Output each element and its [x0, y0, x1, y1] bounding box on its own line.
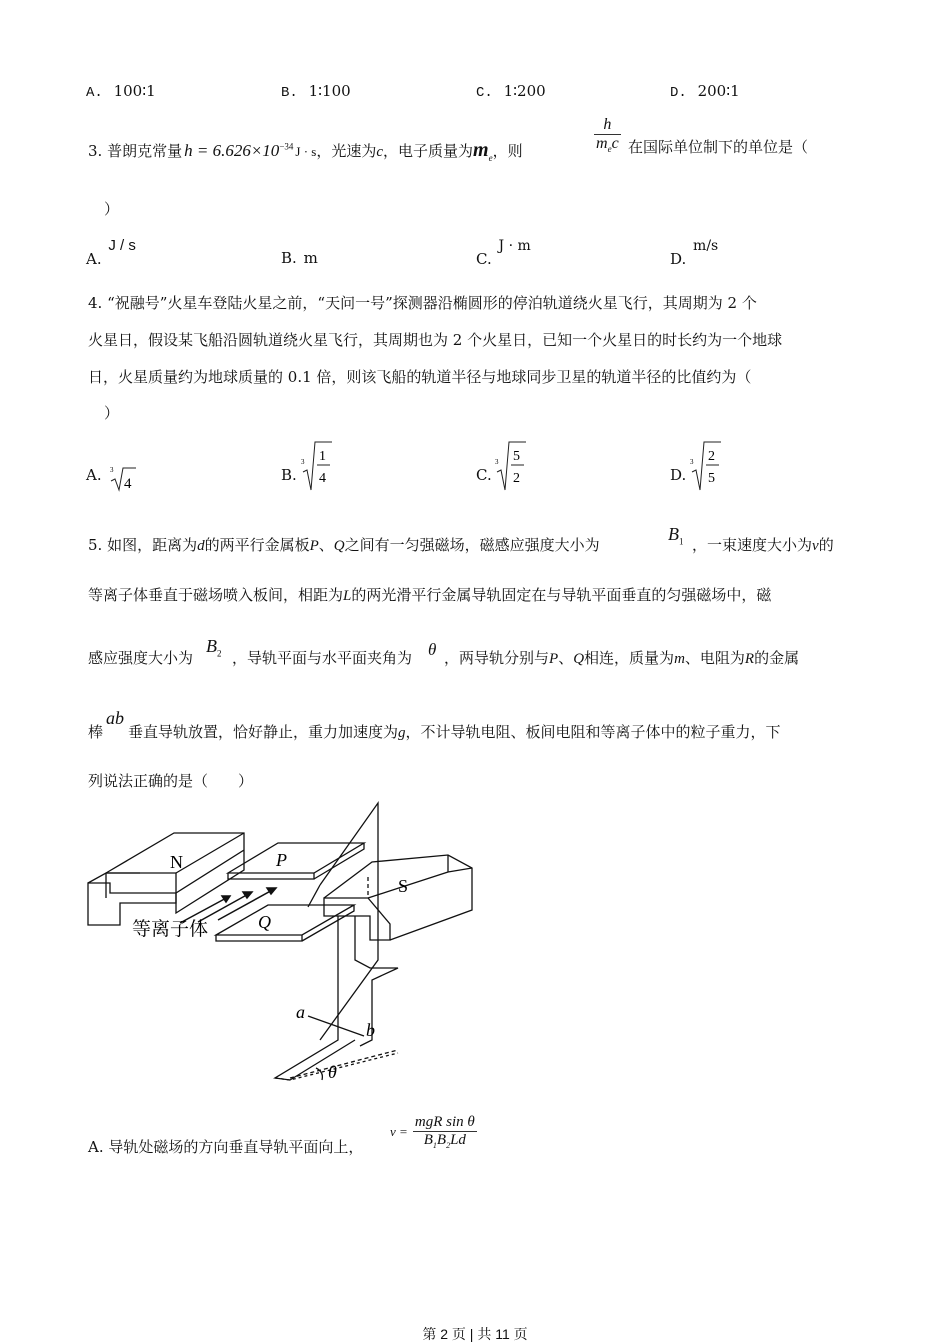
- option-text: 1∶100: [308, 82, 351, 100]
- b1-b: B: [668, 524, 679, 544]
- arrowhead: [222, 896, 230, 902]
- option-text: 200∶1: [697, 82, 740, 100]
- q3-text: ，光速为: [316, 142, 377, 160]
- q2-option-d: [670, 82, 740, 101]
- option-label: A.: [88, 1138, 104, 1156]
- q5-text: ，两导轨分别与: [444, 649, 550, 667]
- symbol-q: Q: [333, 538, 345, 554]
- symbol-p: P: [309, 538, 319, 554]
- q5-text: 、: [558, 649, 574, 667]
- q2-option-b: [281, 82, 351, 101]
- q4-option-b-radical: [300, 440, 336, 494]
- q5-text: 的金属: [754, 649, 800, 667]
- fraction-numerator: 2: [708, 449, 715, 464]
- q5-text: 感应强度大小为: [88, 649, 194, 667]
- page-footer: 第 2 页 | 共 11 页: [422, 1326, 528, 1342]
- q3-fraction: [594, 116, 621, 155]
- option-label: B.: [281, 249, 297, 267]
- q5-figure: [80, 800, 480, 1090]
- symbol-p: P: [549, 651, 559, 667]
- b2-b: B: [206, 636, 217, 656]
- fraction-numerator: h: [594, 116, 621, 135]
- q5-line-1: [88, 538, 600, 554]
- radical-sign: [303, 442, 332, 490]
- option-label: C.: [476, 466, 492, 484]
- p-plate: [228, 843, 364, 879]
- me-m: m: [473, 139, 489, 161]
- arrowhead: [267, 888, 276, 894]
- q5-line-1-end: [692, 538, 834, 554]
- planck-constant: [184, 141, 316, 160]
- den-b2: B: [436, 1131, 447, 1148]
- q2-option-a: [86, 82, 156, 101]
- s-magnet-foot: [324, 898, 390, 940]
- label-b: b: [366, 1020, 375, 1040]
- radicand: 4: [124, 476, 132, 492]
- den-c: c: [611, 134, 619, 152]
- option-label: D.: [670, 85, 687, 101]
- q5-text: 相连，质量为: [584, 649, 675, 667]
- q5-text: ，一束速度大小为: [692, 536, 813, 554]
- q4-option-a-radical: [108, 462, 138, 492]
- q4-line-2: 火星日，假设某飞船沿圆轨道绕火星飞行，其周期也为 2 个火星日，已知一个火星日的时长约为一个地球: [88, 331, 783, 349]
- option-text: J · m: [498, 238, 531, 254]
- q5-text: 之间有一匀强磁场，磁感应强度大小为: [344, 536, 600, 554]
- me-sub: e: [488, 153, 493, 163]
- label-plasma: 等离子体: [132, 919, 209, 940]
- radical-index: 3: [690, 458, 694, 466]
- q3-option-c: [476, 236, 531, 268]
- symbol-b2: [206, 636, 222, 659]
- formula-denominator: [413, 1132, 477, 1151]
- q4-option-d-radical: [689, 440, 725, 494]
- q5-text: ，不计导轨电阻、板间电阻和等离子体中的粒子重力，下: [405, 723, 781, 741]
- radical-sign: [692, 442, 721, 490]
- symbol-theta: θ: [428, 640, 437, 659]
- q5-text: 的: [818, 536, 834, 554]
- fraction-denominator: 4: [319, 471, 326, 486]
- option-label: C.: [476, 250, 492, 268]
- radical-index: 3: [495, 458, 499, 466]
- q5-text: ，导轨平面与水平面夹角为: [232, 649, 413, 667]
- label-a: a: [296, 1002, 305, 1022]
- q5-option-a-formula: [390, 1114, 477, 1150]
- q5-line-4: [128, 725, 781, 741]
- q4-line-3: 日，火星质量约为地球质量的 0.1 倍，则该飞船的轨道半径与地球同步卫星的轨道半径的比值约为（: [88, 368, 752, 386]
- q2-option-c: [476, 82, 546, 101]
- den-sub: e: [607, 143, 612, 154]
- label-n: N: [170, 852, 183, 872]
- n-magnet-edge: [88, 873, 140, 883]
- option-label: D.: [670, 466, 687, 484]
- formula-numerator: mgR sin θ: [414, 1114, 475, 1130]
- q4-option-a: [86, 466, 102, 484]
- q3-stem: [88, 140, 523, 163]
- q5-line-2: [88, 588, 771, 604]
- fraction-numerator: 5: [513, 449, 520, 464]
- fraction-numerator: 1: [319, 449, 326, 464]
- fraction-denominator: 5: [708, 471, 715, 486]
- q3-option-b: [281, 249, 318, 267]
- planck-unit: J · s: [295, 144, 317, 159]
- option-text: 100∶1: [113, 82, 156, 100]
- option-text: m/s: [693, 238, 719, 254]
- label-s: S: [398, 876, 409, 896]
- option-label: D.: [670, 250, 687, 268]
- option-label: B.: [281, 466, 297, 484]
- radical-index: 3: [301, 458, 305, 466]
- fraction-denominator: 2: [513, 471, 520, 486]
- planck-exponent: −34: [279, 141, 294, 152]
- option-label: B.: [281, 85, 298, 101]
- den-b2-sub: 2: [446, 1140, 451, 1150]
- q5-text: 、: [318, 536, 334, 554]
- radical-sign: [497, 442, 526, 490]
- q3-close-paren: ）: [104, 200, 120, 218]
- den-ld: Ld: [450, 1131, 466, 1148]
- symbol-q: Q: [573, 651, 585, 667]
- rail-plane-top: [320, 803, 378, 1040]
- q4-line-1: 4. “祝融号”火星车登陆火星之前，“天问一号”探测器沿椭圆形的停泊轨道绕火星飞行，其周期为 2 个: [88, 294, 757, 312]
- q5-line-4-start: 棒: [88, 723, 104, 741]
- symbol-d: d: [197, 538, 205, 554]
- label-theta: θ: [328, 1062, 337, 1082]
- formula-lhs: v =: [390, 1124, 408, 1140]
- q4-option-d: [670, 466, 686, 484]
- q5-line-3-end: [444, 651, 799, 667]
- q5-line-3-mid: [232, 651, 412, 666]
- rail-right: [355, 916, 398, 1046]
- option-label: A.: [86, 250, 102, 268]
- q3-number: 3.: [88, 142, 103, 160]
- q5-line-5: 列说法正确的是（ ）: [88, 772, 254, 790]
- q4-close-paren: ）: [104, 404, 120, 422]
- q3-option-a: [86, 236, 136, 268]
- option-label: A.: [86, 85, 103, 101]
- n-magnet-top: [106, 873, 176, 893]
- n-magnet-top: [176, 833, 244, 873]
- symbol-g: g: [398, 725, 406, 741]
- q3-option-d: [670, 236, 719, 268]
- option-text: m: [303, 249, 318, 267]
- q3-text: 在国际单位制下的单位是（: [628, 138, 809, 156]
- den-m: m: [596, 134, 608, 152]
- symbol-l: L: [343, 588, 352, 604]
- light-speed-symbol: c: [376, 144, 384, 160]
- den-b1-sub: 1: [432, 1140, 437, 1150]
- q4-option-b: [281, 466, 297, 484]
- electron-mass-symbol: [473, 139, 493, 161]
- q5-option-a: [88, 1140, 363, 1155]
- symbol-v: v: [812, 538, 819, 554]
- q4-option-c: [476, 466, 492, 484]
- symbol-r: R: [744, 651, 755, 667]
- label-p: P: [276, 850, 287, 870]
- q5-line-3: [88, 651, 193, 666]
- q5-text: 等离子体垂直于磁场喷入板间，相距为: [88, 586, 344, 604]
- q5-text: 5. 如图，距离为: [88, 536, 198, 554]
- angle-arc: [316, 1068, 322, 1080]
- q5-text: 、电阻为: [684, 649, 745, 667]
- fraction-denominator: [594, 135, 621, 155]
- horizontal-dashed-line: [290, 1050, 398, 1078]
- q5-text: 的两光滑平行金属导轨固定在与导轨平面垂直的匀强磁场中，磁: [351, 586, 772, 604]
- option-text: J / s: [108, 237, 136, 254]
- q5-text: 垂直导轨放置，恰好静止，重力加速度为: [128, 723, 399, 741]
- den-b1: B: [423, 1131, 433, 1148]
- symbol-m: m: [674, 651, 685, 667]
- q3-text: 普朗克常量: [107, 142, 183, 160]
- q3-text: ，则: [492, 142, 523, 160]
- b1-sub: 1: [679, 536, 684, 547]
- planck-value: h = 6.626×10: [184, 141, 280, 160]
- symbol-ab: ab: [106, 708, 124, 728]
- rail-link: [308, 885, 320, 907]
- q4-option-c-radical: [494, 440, 530, 494]
- b2-sub: 2: [217, 648, 222, 659]
- symbol-b1: [668, 524, 684, 547]
- option-text: 1∶200: [503, 82, 546, 100]
- option-label: C.: [476, 85, 493, 101]
- label-q: Q: [258, 912, 271, 932]
- q3-stem-end: [628, 140, 808, 155]
- q5-text: 的两平行金属板: [204, 536, 310, 554]
- option-text: 导轨处磁场的方向垂直导轨平面向上，: [108, 1138, 364, 1156]
- radical-index: 3: [110, 466, 114, 474]
- option-label: A.: [86, 466, 102, 484]
- q3-text: ，电子质量为: [383, 142, 474, 160]
